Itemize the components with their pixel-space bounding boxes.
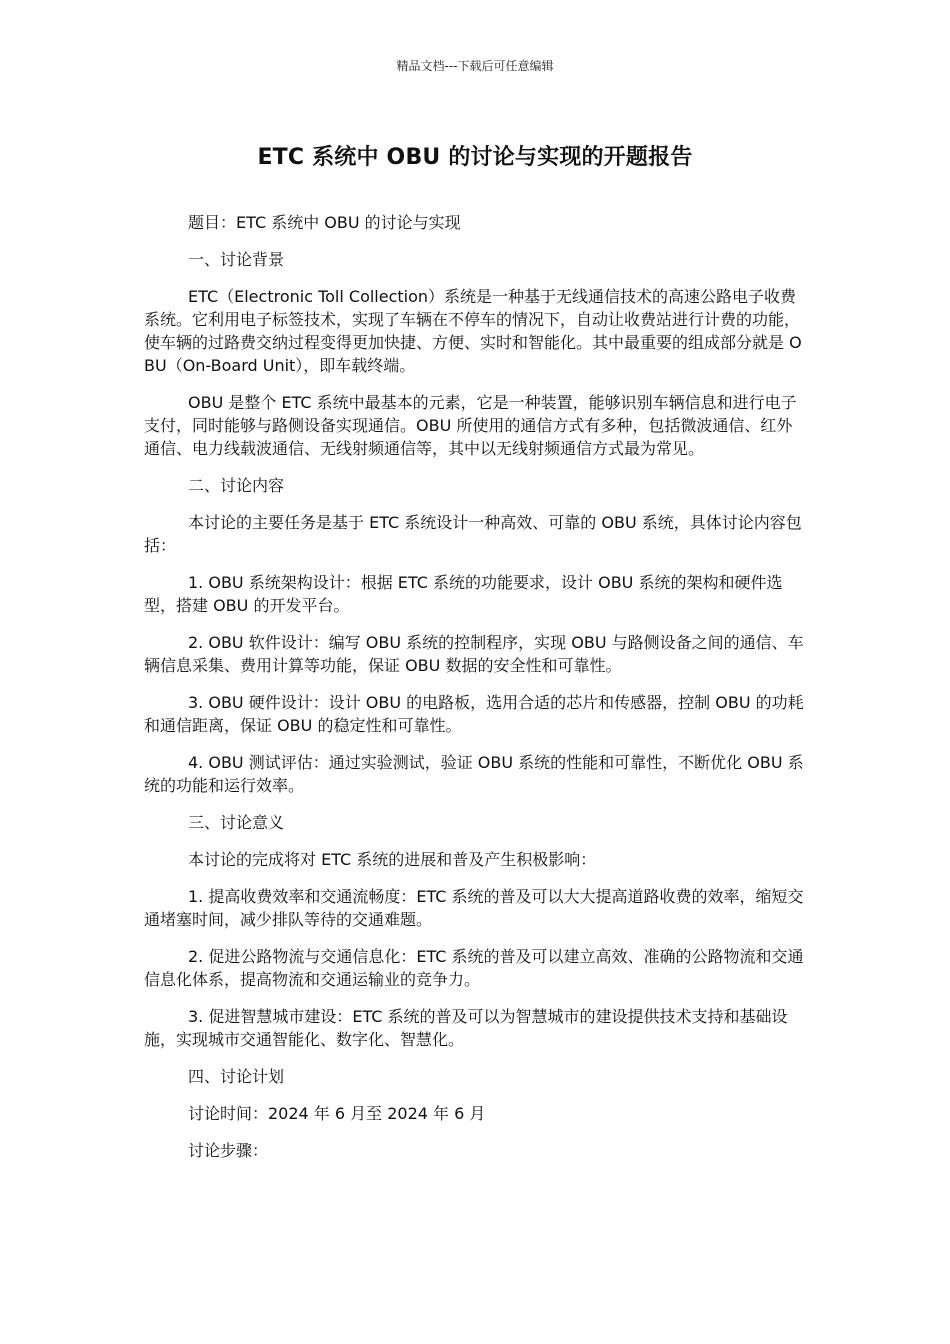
topic-line: 题目：ETC 系统中 OBU 的讨论与实现 <box>188 213 461 232</box>
list-item-logistics: 2. 促进公路物流与交通信息化：ETC 系统的普及可以建立高效、准确的公路物流和交通信息化体系，提高物流和交通运输业的竞争力。 <box>144 947 804 989</box>
list-item-software: 2. OBU 软件设计：编写 OBU 系统的控制程序，实现 OBU 与路侧设备之间的通信、车辆信息采集、费用计算等功能，保证 OBU 数据的安全性和可靠性。 <box>144 633 804 675</box>
paragraph-content-intro: 本讨论的主要任务是基于 ETC 系统设计一种高效、可靠的 OBU 系统，具体讨论内容包括： <box>144 513 802 555</box>
section-heading-background: 一、讨论背景 <box>188 250 285 269</box>
list-item-smart-city: 3. 促进智慧城市建设：ETC 系统的普及可以为智慧城市的建设提供技术支持和基础设施，实现城市交通智能化、数字化、智慧化。 <box>144 1007 788 1049</box>
plan-time-line: 讨论时间：2024 年 6 月至 2024 年 6 月 <box>188 1104 486 1123</box>
list-item-hardware: 3. OBU 硬件设计：设计 OBU 的电路板，选用合适的芯片和传感器，控制 OBU 的功耗和通信距离，保证 OBU 的稳定性和可靠性。 <box>144 693 804 735</box>
paragraph-obu-intro: OBU 是整个 ETC 系统中最基本的元素，它是一种装置，能够识别车辆信息和进行电子支付，同时能够与路侧设备实现通信。OBU 所使用的通信方式有多种，包括微波通信、红外通信、电力线载波通信、无线射频通信等，其中以无线射频通信方式最为常见。 <box>144 393 797 458</box>
list-item-efficiency: 1. 提高收费效率和交通流畅度：ETC 系统的普及可以大大提高道路收费的效率，缩短交通堵塞时间，减少排队等待的交通难题。 <box>144 887 804 929</box>
paragraph-etc-intro: ETC（Electronic Toll Collection）系统是一种基于无线通信技术的高速公路电子收费系统。它利用电子标签技术，实现了车辆在不停车的情况下，自动让收费站进行计费的功能，使车辆的过路费交纳过程变得更加快捷、方便、实时和智能化。其中最重要的组成部分就是 OBU（On-Board Unit），即车载终端。 <box>144 287 802 375</box>
header-note: 精品文档---下载后可任意编辑 <box>396 59 554 73</box>
list-item-architecture: 1. OBU 系统架构设计：根据 ETC 系统的功能要求，设计 OBU 系统的架构和硬件选型，搭建 OBU 的开发平台。 <box>144 573 783 615</box>
section-heading-content: 二、讨论内容 <box>188 476 285 495</box>
paragraph-significance-intro: 本讨论的完成将对 ETC 系统的进展和普及产生积极影响： <box>188 850 597 869</box>
plan-steps-line: 讨论步骤： <box>188 1141 269 1160</box>
section-heading-plan: 四、讨论计划 <box>188 1067 285 1086</box>
document-title: ETC 系统中 OBU 的讨论与实现的开题报告 <box>257 145 693 170</box>
section-heading-significance: 三、讨论意义 <box>188 813 285 832</box>
document-body <box>144 211 804 1176</box>
list-item-testing: 4. OBU 测试评估：通过实验测试，验证 OBU 系统的性能和可靠性，不断优化 OBU 系统的功能和运行效率。 <box>144 753 804 795</box>
